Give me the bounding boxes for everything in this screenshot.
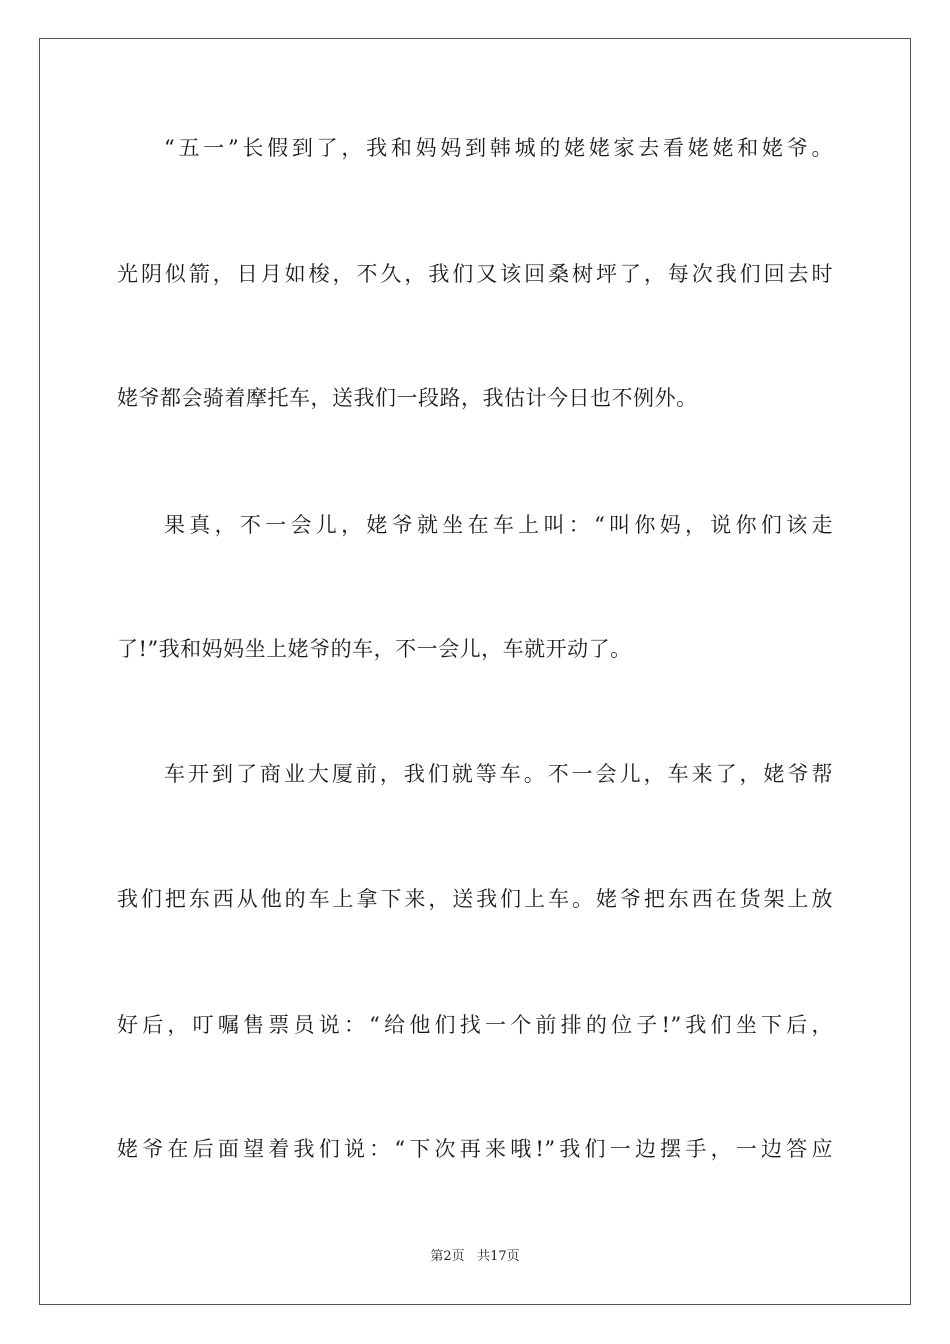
- paragraph-line-8: 好后，叮嘱售票员说：“给他们找一个前排的位子!”我们坐下后，: [117, 1013, 833, 1037]
- paragraph-line-9: 姥爷在后面望着我们说：“下次再来哦!”我们一边摆手，一边答应: [117, 1137, 833, 1161]
- page-total: 共17页: [477, 1249, 520, 1264]
- paragraph-line-1: “五一”长假到了，我和妈妈到韩城的姥姥家去看姥姥和姥爷。: [164, 136, 833, 160]
- paragraph-line-5: 了!”我和妈妈坐上姥爷的车，不一会儿，车就开动了。: [117, 637, 632, 661]
- paragraph-line-4: 果真，不一会儿，姥爷就坐在车上叫：“叫你妈，说你们该走: [164, 513, 833, 537]
- paragraph-line-2: 光阴似箭，日月如梭，不久，我们又该回桑树坪了，每次我们回去时: [117, 262, 833, 286]
- paragraph-line-3: 姥爷都会骑着摩托车，送我们一段路，我估计今日也不例外。: [117, 386, 698, 410]
- paragraph-line-7: 我们把东西从他的车上拿下来，送我们上车。姥爷把东西在货架上放: [117, 887, 833, 911]
- page-frame: [39, 38, 911, 1305]
- page-number: 第2页: [430, 1249, 465, 1264]
- page-footer: [0, 1248, 950, 1266]
- paragraph-line-6: 车开到了商业大厦前，我们就等车。不一会儿，车来了，姥爷帮: [164, 762, 833, 786]
